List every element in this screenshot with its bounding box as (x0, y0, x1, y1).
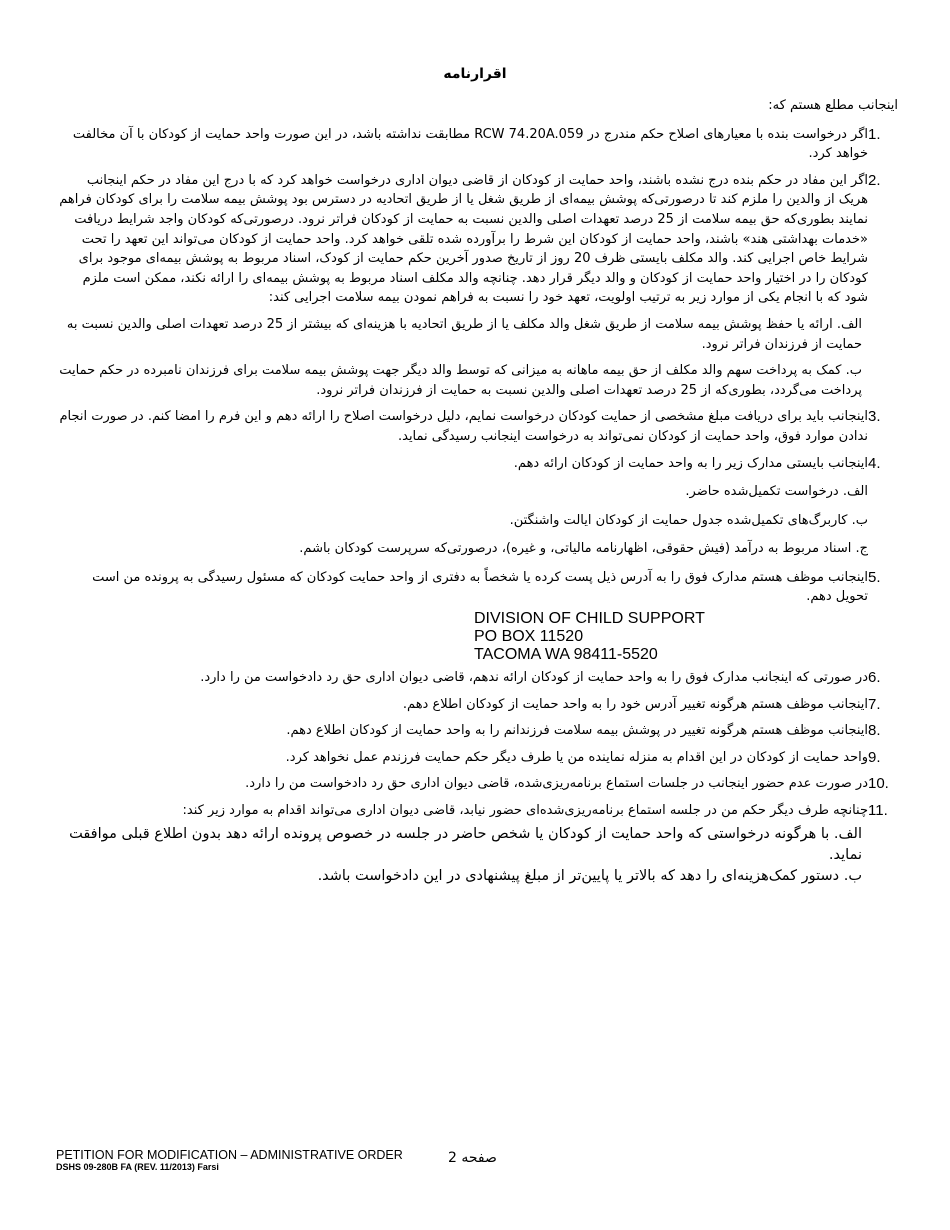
item-number: 3. (868, 408, 881, 426)
list-item-11 (58, 801, 898, 821)
item-number: 1. (868, 125, 881, 143)
sub-item-2b: ب. کمک به پرداخت سهم والد مکلف از حق بیمه ماهانه به میزانی که توسط والد دیگر جهت پوشش بیمه سلامت برای فرزندان نامبرده در حکم حمایت پرداخت می‌گردد، بطوری‌که از 25 درصد تعهدات اصلی والدین نسبت به حمایت از فرزندان فراتر نرود. (59, 363, 862, 398)
sub-item-11b: ب. دستور کمک‌هزینه‌ای را دهد که بالاتر یا پایین‌تر از مبلغ پیشنهادی در این دادخواست باشد. (317, 867, 862, 884)
item-number: 7. (868, 695, 881, 713)
item-text: در صورتی که اینجانب مدارک فوق را به واحد حمایت از کودکان ارائه ندهم، قاضی دیوان اداری حق رد دادخواست من را دارد. (200, 670, 868, 686)
item-number: 4. (868, 454, 881, 472)
item-text: اینجانب بایستی مدارک زیر را به واحد حمایت از کودکان ارائه دهم. (513, 455, 868, 471)
item-text: چنانچه طرف دیگر حکم من در جلسه استماع برنامه‌ریزی‌شده‌ای حضور نیابد، قاضی دیوان اداری می‌تواند اقدام به موارد زیر کند: (182, 803, 868, 819)
sub-item-4b: ب. کاربرگ‌های تکمیل‌شده جدول حمایت از کودکان ایالت واشنگتن. (509, 512, 868, 528)
sub-item-4c: ج. اسناد مربوط به درآمد (فیش حقوقی، اظهارنامه مالیاتی، و غیره)، درصورتی‌که سرپرست کودکان باشم. (299, 541, 868, 557)
item-text: اینجانب موظف هستم مدارک فوق را به آدرس ذیل پست کرده یا شخصاً به دفتری از واحد حمایت کودکان که مسئول رسیدگی به پرونده من است تحویل دهم. (92, 569, 868, 605)
item-number: 8. (868, 722, 881, 740)
item-text: اینجانب موظف هستم هرگونه تغییر در پوشش بیمه سلامت فرزندانم را به واحد حمایت از کودکان اطلاع دهم. (286, 723, 868, 739)
list-item-3 (58, 407, 898, 446)
mailing-address (58, 610, 898, 664)
item-text: اگر درخواست بنده با معیارهای اصلاح حکم مندرج در RCW 74.20A.059 مطابقت نداشته باشد، در این صورت واحد حمایت از کودکان با آن مخالفت خواهد کرد. (72, 126, 868, 162)
document-body (58, 96, 898, 887)
list-item-9 (58, 748, 898, 768)
footer-form-info (56, 1148, 403, 1173)
address-line-1: DIVISION OF CHILD SUPPORT (474, 610, 705, 628)
address-line-2: PO BOX 11520 (474, 628, 584, 646)
list-item-2 (58, 171, 898, 308)
list-item-1 (58, 125, 898, 164)
sub-item-11a: الف. با هرگونه درخواستی که واحد حمایت از کودکان یا شخص حاضر در جلسه در خصوص پرونده ارائه دهد بدون اطلاع قبلی موافقت نماید. (69, 825, 862, 863)
item-text: اینجانب موظف هستم هرگونه تغییر آدرس خود را به واحد حمایت از کودکان اطلاع دهم. (402, 696, 868, 712)
list-item-7 (58, 695, 898, 715)
list-item-8 (58, 721, 898, 741)
item-text: در صورت عدم حضور اینجانب در جلسات استماع برنامه‌ریزی‌شده، قاضی دیوان اداری حق رد دادخواست من را دارد. (245, 776, 868, 792)
item-number: 6. (868, 669, 881, 687)
document-title: اقرارنامه (443, 66, 507, 82)
list-item-10 (58, 774, 898, 794)
list-item-6 (58, 668, 898, 688)
item-text: اگر این مفاد در حکم بنده درج نشده باشند، واحد حمایت از کودکان از قاضی دیوان اداری درخواست خواهد کرد که با درج این مفاد در حکم اینجانب هریک از والدین را ملزم کند تا درصورتی‌که پوشش بیمه‌ای از طریق شغل یا از طریق اتحادیه در دسترس بود پوشش بیمه سلامت را برای کودکان فراهم نمایند بطوری‌که حق بیمه سلامت از 25 درصد تعهدات اصلی والدین نسبت به حمایت از کودکان فراتر نرود. درصورتی‌که کودکان واجد شرایط دریافت «خدمات بهداشتی هند» باشند، واحد حمایت از کودکان این شرط را برآورده شده تلقی خواهد کرد. واحد حمایت از کودکان می‌تواند این تعهد را تحت شرایط خاص اجرایی کند. والد مکلف بایستی ظرف 20 روز از تاریخ صدور آخرین حکم حمایت از کودک، اسناد مربوط به پوشش بیمه‌ای موجود برای کودکان را در اختیار واحد حمایت از کودکان و والد دیگر قرار دهد. چنانچه والد مکلف اسناد مربوط به پوشش بیمه‌ای را ارائه نکند، ممکن است ملزم شود که با انجام یکی از موارد زیر به ترتیب اولویت، تعهد خود را نسبت به فراهم نمودن بیمه سلامت اجرایی کند: (59, 172, 868, 306)
sub-item-4a: الف. درخواست تکمیل‌شده حاضر. (685, 484, 868, 500)
item-number: 2. (868, 171, 881, 189)
item-number: 10. (868, 775, 889, 793)
item-text: اینجانب باید برای دریافت مبلغ مشخصی از حمایت کودکان درخواست نمایم، دلیل درخواست اصلاح را ارائه دهم و این فرم را امضا کنم. در صورت انجام ندادن موارد فوق، واحد حمایت از کودکان نمی‌تواند به درخواست اینجانب رسیدگی نماید. (59, 409, 868, 444)
list-item-4 (58, 454, 898, 474)
sub-item-2a: الف. ارائه یا حفظ پوشش بیمه سلامت از طریق شغل والد مکلف یا از طریق اتحادیه با هزینه‌ای که بیشتر از 25 درصد تعهدات اصلی والدین نسبت به حمایت از فرزندان فراتر نرود. (66, 316, 862, 352)
item-number: 9. (868, 748, 881, 766)
item-text: واحد حمایت از کودکان در این اقدام به منزله نماینده من یا طرف دیگر حکم حمایت فرزندم عمل نخواهد کرد. (285, 749, 868, 765)
list-item-5 (58, 568, 898, 607)
footer-form-code: DSHS 09-280B FA (REV. 11/2013) Farsi (56, 1162, 219, 1172)
intro-text: اینجانب مطلع هستم که: (768, 98, 898, 113)
address-line-3: TACOMA WA 98411-5520 (474, 646, 658, 664)
page-number: صفحه 2 (448, 1150, 497, 1166)
footer-form-title: PETITION FOR MODIFICATION – ADMINISTRATIVE ORDER (56, 1148, 403, 1162)
item-number: 11. (868, 802, 888, 820)
item-number: 5. (868, 568, 881, 586)
